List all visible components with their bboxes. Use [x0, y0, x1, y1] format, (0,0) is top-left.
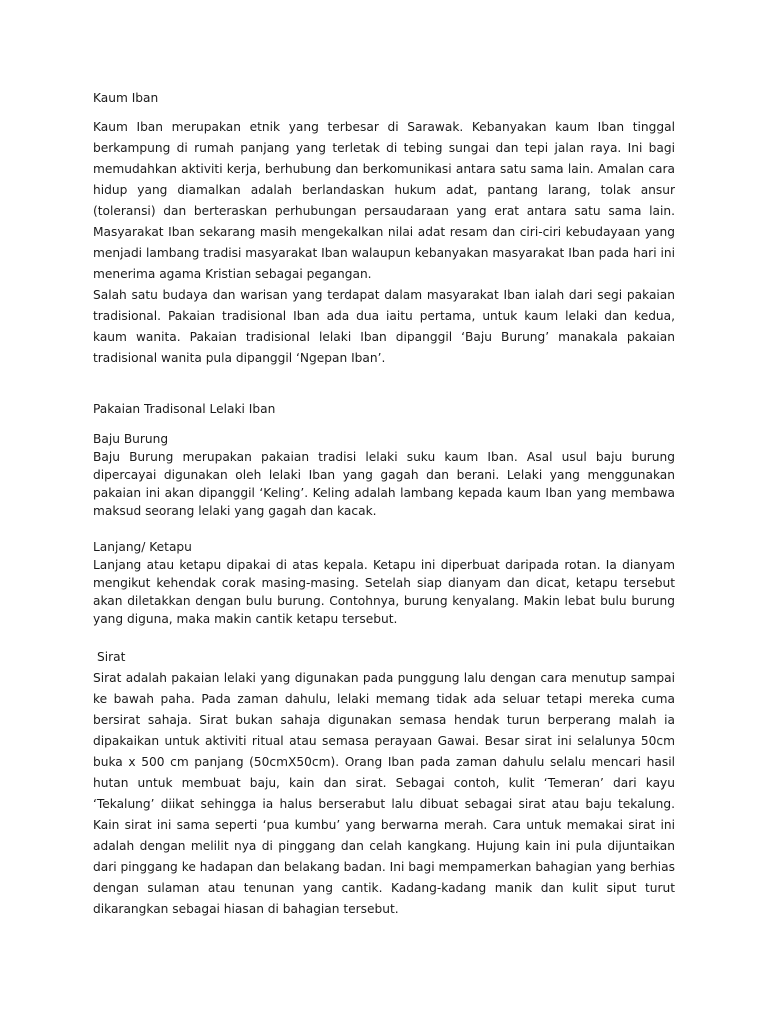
item-baju-burung	[93, 430, 675, 520]
item-heading: Sirat	[97, 650, 126, 664]
document-title: Kaum Iban	[93, 91, 159, 105]
document-page	[93, 88, 675, 920]
item-text: Baju Burung merupakan pakaian tradisi lelaki suku kaum Iban. Asal usul baju burung dipercayai digunakan oleh lelaki Iban yang gagah dan berani. Lelaki yang menggunakan pakaian ini akan dipanggil ‘Keling’. Keling adalah lambang kepada kaum Iban yang membawa maksud seorang lelaki yang gagah dan kacak.	[93, 450, 675, 518]
item-sirat	[93, 646, 675, 920]
item-lanjang-ketapu	[93, 538, 675, 628]
item-text: Lanjang atau ketapu dipakai di atas kepala. Ketapu ini diperbuat daripada rotan. Ia dianyam mengikut kehendak corak masing-masing. Setelah siap dianyam dan dicat, ketapu tersebut akan diletakkan dengan bulu burung. Contohnya, burung kenyalang. Makin lebat bulu burung yang diguna, maka makin cantik ketapu tersebut.	[93, 558, 675, 626]
item-heading: Lanjang/ Ketapu	[93, 540, 192, 554]
section-heading: Pakaian Tradisonal Lelaki Iban	[93, 402, 276, 416]
item-text: Sirat adalah pakaian lelaki yang digunakan pada punggung lalu dengan cara menutup sampai ke bawah paha. Pada zaman dahulu, lelaki memang tidak ada seluar tetapi mereka cuma bersirat sahaja. Sirat bukan sahaja digunakan semasa hendak turun berperang malah ia dipakaikan untuk aktiviti ritual atau semasa perayaan Gawai. Besar sirat ini selalunya 50cm buka x 500 cm panjang (50cmX50cm). Orang Iban pada zaman dahulu selalu mencari hasil hutan untuk membuat baju, kain dan sirat. Sebagai contoh, kulit ‘Temeran’ dari kayu ‘Tekalung’ diikat sehingga ia halus berserabut lalu dibuat sebagai sirat atau baju tekalung. Kain sirat ini sama seperti ‘pua kumbu’ yang berwarna merah. Cara untuk memakai sirat ini adalah dengan melilit nya di pinggang dan celah kangkang. Hujung kain ini pula dijuntaikan dari pinggang ke hadapan dan belakang badan. Ini bagi mempamerkan bahagian yang berhias dengan sulaman atau tenunan yang cantik. Kadang-kadang manik dan kulit siput turut dikarangkan sebagai hiasan di bahagian tersebut.	[93, 671, 675, 916]
intro-paragraph: Kaum Iban merupakan etnik yang terbesar di Sarawak. Kebanyakan kaum Iban tinggal berkampung di rumah panjang yang terletak di tebing sungai dan tepi jalan raya. Ini bagi memudahkan aktiviti kerja, berhubung dan berkomunikasi antara satu sama lain. Amalan cara hidup yang diamalkan adalah berlandaskan hukum adat, pantang larang, tolak ansur (toleransi) dan berteraskan perhubungan persaudaraan yang erat antara satu sama lain. Masyarakat Iban sekarang masih mengekalkan nilai adat resam dan ciri-ciri kebudayaan yang menjadi lambang tradisi masyarakat Iban walaupun kebanyakan masyarakat Iban pada hari ini menerima agama Kristian sebagai pegangan.	[93, 120, 675, 281]
item-heading: Baju Burung	[93, 432, 169, 446]
culture-paragraph: Salah satu budaya dan warisan yang terdapat dalam masyarakat Iban ialah dari segi pakaian tradisional. Pakaian tradisional Iban ada dua iaitu pertama, untuk kaum lelaki dan kedua, kaum wanita. Pakaian tradisional lelaki Iban dipanggil ‘Baju Burung’ manakala pakaian tradisional wanita pula dipanggil ‘Ngepan Iban’.	[93, 288, 675, 365]
